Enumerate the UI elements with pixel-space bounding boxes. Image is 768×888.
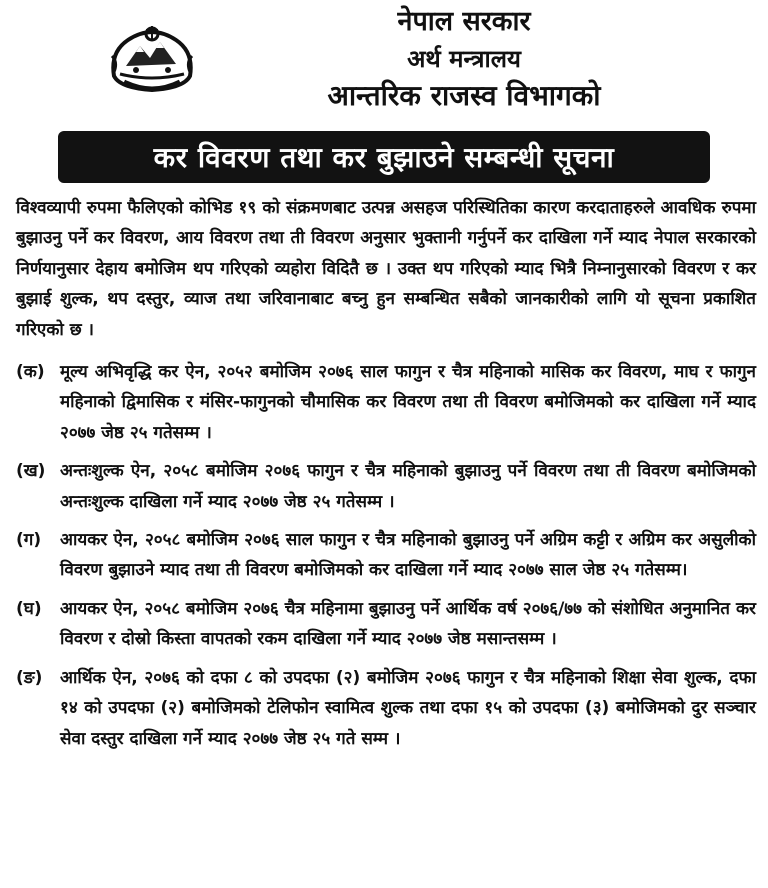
office-heading <box>200 0 728 116</box>
list-item-marker: (ग) <box>16 530 42 551</box>
list-item-marker: (ङ) <box>16 667 43 688</box>
notice-header <box>0 0 768 128</box>
list-item-text: आयकर ऐन, २०५८ बमोजिम २०७६ चैत्र महिनामा बुझाउनु पर्ने आर्थिक वर्ष २०७६/७७ को संशोधित अनुमानित कर विवरण र दोस्रो किस्ता वापतको रकम दाखिला गर्ने म्याद २०७७ जेष्ठ मसान्तसम्म । <box>60 598 756 650</box>
department-name: आन्तरिक राजस्व विभागको <box>327 79 601 112</box>
list-item-text: अन्तःशुल्क ऐन, २०५८ बमोजिम २०७६ फागुन र चैत्र महिनाको बुझाउनु पर्ने विवरण तथा ती विवरण बमोजिमको अन्तःशुल्क दाखिला गर्ने म्याद २०७७ जेष्ठ २५ गतेसम्म । <box>60 461 756 512</box>
list-item-marker: (ख) <box>16 461 46 482</box>
list-item-marker: (क) <box>16 362 45 383</box>
notice-body <box>16 193 756 762</box>
list-item <box>16 525 756 586</box>
ministry-name: अर्थ मन्त्रालय <box>407 45 521 73</box>
list-item <box>16 456 756 517</box>
list-item <box>16 663 756 754</box>
list-item-marker: (घ) <box>16 598 42 619</box>
intro-paragraph: विश्वव्यापी रुपमा फैलिएको कोभिड १९ को संक्रमणबाट उत्पन्न असहज परिस्थितिका कारण करदाताहरुले आवधिक रुपमा बुझाउनु पर्ने कर विवरण, आय विवरण तथा ती विवरण अनुसार भुक्तानी गर्नुपर्ने कर दाखिला गर्ने म्याद नेपाल सरकारको निर्णयानुसार देहाय बमोजिम थप गरिएको व्यहोरा विदितै छ । उक्त थप गरिएको म्याद भित्रै निम्नानुसारको विवरण र कर बुझाई शुल्क, थप दस्तुर, व्याज तथा जरिवानाबाट बच्नु हुन सम्बन्धित सबैको जानकारीको लागि यो सूचना प्रकाशित गरिएको छ । <box>16 198 756 340</box>
list-item-text: आर्थिक ऐन, २०७६ को दफा ८ को उपदफा (२) बमोजिम २०७६ फागुन र चैत्र महिनाको शिक्षा सेवा शुल्क, दफा १४ को उपदफा (२) बमोजिमको टेलिफोन स्वामित्व शुल्क तथा दफा १५ को उपदफा (३) बमोजिमको दुर सञ्चार सेवा दस्तुर दाखिला गर्ने म्याद २०७७ जेष्ठ २५ गते सम्म । <box>60 667 756 749</box>
nepal-government-emblem-icon <box>106 22 198 98</box>
list-item-text: मूल्य अभिवृद्धि कर ऐन, २०५२ बमोजिम २०७६ साल फागुन र चैत्र महिनाको मासिक कर विवरण, माघ र फागुन महिनाको द्विमासिक र मंसिर-फागुनको चौमासिक कर विवरण तथा ती विवरण बमोजिमको कर दाखिला गर्ने म्याद २०७७ जेष्ठ २५ गतेसम्म । <box>60 362 756 443</box>
government-name: नेपाल सरकार <box>397 6 531 37</box>
notice-title-banner: कर विवरण तथा कर बुझाउने सम्बन्धी सूचना <box>58 131 710 183</box>
list-item <box>16 594 756 655</box>
list-item-text: आयकर ऐन, २०५८ बमोजिम २०७६ साल फागुन र चैत्र महिनाको बुझाउनु पर्ने अग्रिम कट्टी र अग्रिम कर असुलीको विवरण बुझाउने म्याद तथा ती विवरण बमोजिमको कर दाखिला गर्ने म्याद २०७७ साल जेष्ठ २५ गतेसम्म। <box>60 530 756 581</box>
list-item <box>16 357 756 448</box>
